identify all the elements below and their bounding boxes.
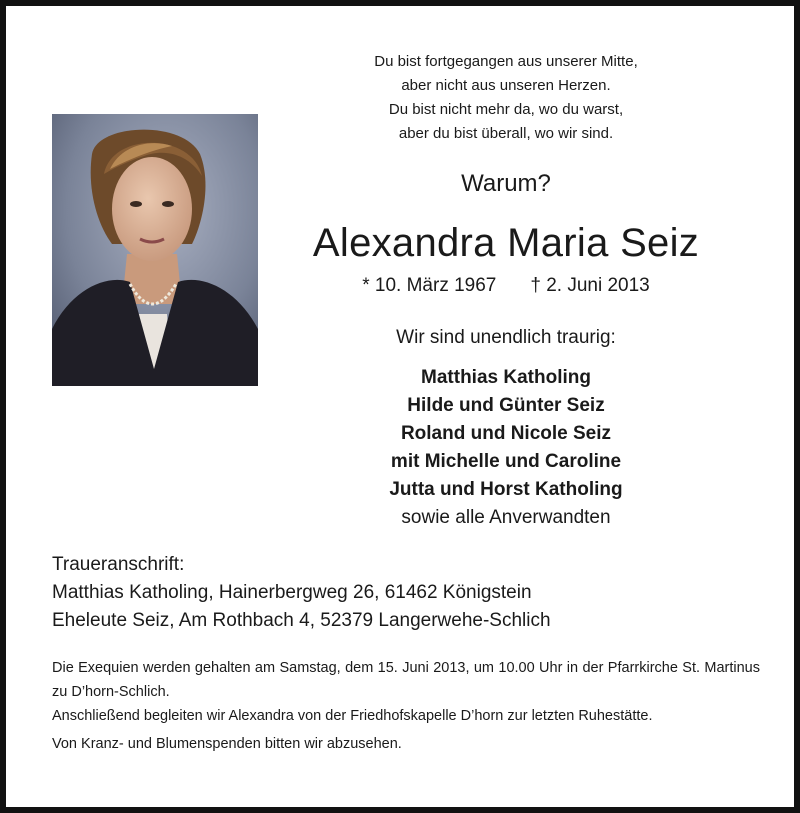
mourner: Matthias Katholing — [421, 367, 591, 388]
poem-line: Du bist fortgegangen aus unserer Mitte, — [374, 53, 638, 70]
mourning-address — [52, 551, 752, 635]
portrait-photo — [52, 114, 258, 386]
poem-line: aber nicht aus unseren Herzen. — [401, 77, 611, 94]
portrait-image — [52, 114, 258, 386]
poem-line: Du bist nicht mehr da, wo du warst, — [388, 101, 624, 118]
death-date: † 2. Juni 2013 — [530, 275, 650, 296]
sad-line: Wir sind unendlich traurig: — [396, 327, 616, 348]
mourner: Roland und Nicole Seiz — [400, 423, 612, 444]
mourner: Hilde und Günter Seiz — [407, 395, 605, 416]
address-line: Matthias Katholing, Hainerbergweg 26, 61462 Königstein — [52, 582, 532, 603]
birth-date: * 10. März 1967 — [362, 275, 497, 296]
poem-line: aber du bist überall, wo wir sind. — [398, 125, 614, 142]
burial-note: Anschließend begleiten wir Alexandra von der Friedhofskapelle D’horn zur letzten Ruhestätte. — [52, 708, 653, 724]
poem — [306, 50, 706, 146]
question: Warum? — [461, 170, 551, 197]
mourners-list — [306, 364, 706, 532]
address-line: Eheleute Seiz, Am Rothbach 4, 52379 Langerwehe-Schlich — [52, 610, 551, 631]
exequien-note: Die Exequien werden gehalten am Samstag, dem 15. Juni 2013, um 10.00 Uhr in der Pfarrkirche St. Martinus zu D’horn-Schlich. — [52, 660, 760, 700]
flowers-note: Von Kranz- und Blumenspenden bitten wir abzusehen. — [52, 736, 402, 752]
mourner: mit Michelle und Caroline — [390, 451, 622, 472]
service-notes — [52, 656, 760, 756]
mourner: Jutta und Horst Katholing — [389, 479, 623, 500]
life-dates — [306, 272, 706, 300]
relatives-line: sowie alle Anverwandten — [401, 507, 611, 528]
address-heading: Traueranschrift: — [52, 554, 185, 575]
deceased-name: Alexandra Maria Seiz — [312, 221, 700, 265]
